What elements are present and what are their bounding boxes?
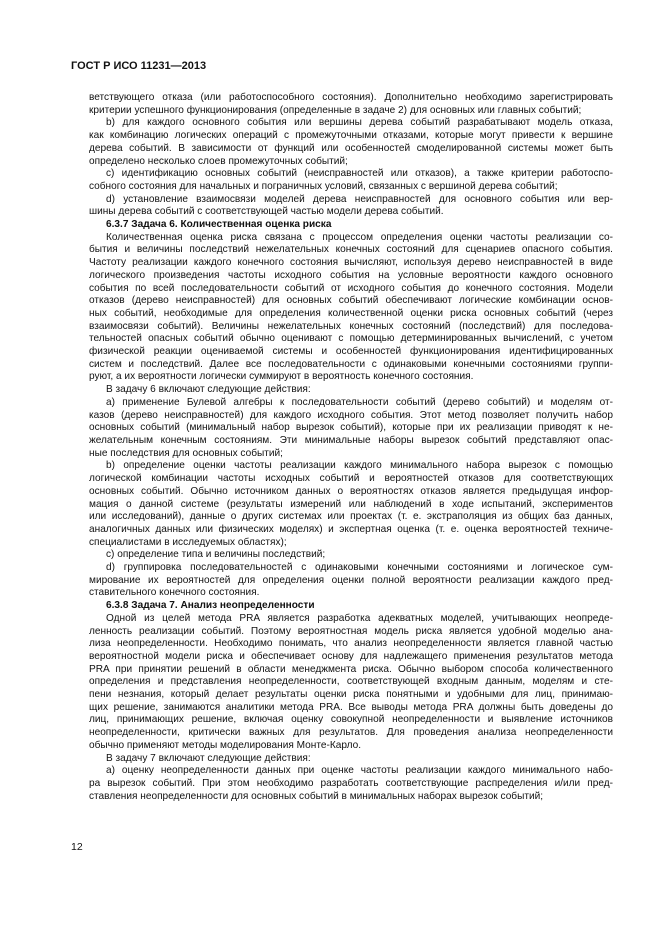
text-line: лиза неопределенности. Необходимо понимать, что анализ неопределенности является главной частью	[89, 638, 613, 650]
text-line: ставительного конечного состояния.	[89, 587, 260, 599]
text-line: a) оценку неопределенности данных при оценке частоты реализации каждого минимального набо-	[106, 765, 613, 777]
text-line: лиц, принимающих решение, включая оценку совокупной неопределенности и выявление источников	[89, 714, 613, 726]
text-line: взаимосвязи событий). Величины нежелательных конечных состояний (последствий) для последова-	[89, 320, 613, 332]
text-line: В задачу 7 включают следующие действия:	[106, 752, 311, 764]
text-line: логического произведения частоты исходного события на условные вероятности каждого основного	[89, 269, 613, 281]
text-line: аналогичных данных или физических моделях) и экспертная оценка (т. е. оценка вероятностей техниче-	[89, 523, 613, 535]
text-line: c) идентификацию основных событий (неисправностей или отказов), а также критерии работоспо-	[106, 168, 613, 180]
text-line: пени незнания, который делает результаты оценки риска понятными и удобными для лиц, принимаю-	[89, 689, 613, 701]
text-line: b) определение оценки частоты реализации каждого минимального набора вырезок с помощью	[106, 460, 613, 472]
text-line: отказов (дерево неисправностей) для основных событий обеспечивают логические комбинации основ-	[89, 295, 613, 307]
page-number: 12	[71, 841, 83, 853]
text-line: a) применение Булевой алгебры к последовательности событий (дерево событий) и моделям от-	[106, 396, 613, 408]
text-line: физической реакции оцениваемой системы и особенностей функционирования идентифицированных	[89, 346, 613, 358]
text-line: ных событий, необходимые для определения количественной оценки риска основных событий (через	[89, 307, 613, 319]
text-line: d) группировка последовательностей с одинаковыми конечными состояниями и логическое сум-	[106, 562, 613, 574]
text-line: основных событий (минимальный набор вырезок событий), которые при их реализации приводят к не-	[89, 422, 613, 434]
text-line: ра вырезок событий. При этом необходимо разработать соответствующие распределения и/или пред-	[89, 777, 613, 789]
text-line: ставления неопределенности для основных событий в минимальных наборах вырезок событий;	[89, 790, 544, 802]
text-line: тельностей опасных событий обычно оценивают с помощью детерминированных вычислений, с учетом	[89, 333, 613, 345]
text-line: неопределенности, критически важных для результатов. Для проведения анализа неопределенности	[89, 727, 613, 739]
text-line: определения и представления неопределенности, соответствующей входным данным, моделям и сте-	[89, 676, 613, 688]
text-line: вероятностной модели риска и обеспечивает основу для надлежащего применения результатов метода	[89, 650, 613, 662]
text-line: c) определение типа и величины последствий;	[106, 549, 326, 561]
text-line: собного состояния для начальных и пограничных условий, связанных с вершиной дерева событий;	[89, 180, 558, 192]
text-line: ленность реализации событий. Поэтому вероятностная модель риска является удобной моделью ана-	[89, 625, 613, 637]
text-line: определено несколько слоев промежуточных событий;	[89, 155, 348, 167]
text-line: как комбинацию логических операций с промежуточными отказами, которые могут привести к вершине	[89, 130, 613, 142]
text-line: ветствующего отказа (или работоспособного состояния). Дополнительно необходимо зарегистрировать	[89, 92, 613, 103]
text-line: обычно применяют методы моделирования Монте-Карло.	[89, 739, 362, 751]
text-line: В задачу 6 включают следующие действия:	[106, 384, 311, 396]
text-line: события по всей последовательности событий от исходного события до конечного состояния. Модели	[89, 282, 613, 294]
section-heading: 6.3.8 Задача 7. Анализ неопределенности	[106, 600, 315, 612]
text-line: шины дерева событий с соответствующей частью модели дерева событий.	[89, 206, 444, 218]
text-line: мация о данной системе (результаты измерений или наблюдений в ходе испытаний, экспериментов	[89, 498, 613, 510]
text-line: Одной из целей метода PRA является разработка адекватных моделей, учитывающих неопреде-	[106, 612, 613, 624]
text-line: Количественная оценка риска связана с процессом определения оценки частоты реализации со-	[106, 231, 613, 243]
text-line: ные последствия для основных событий;	[89, 447, 283, 459]
text-line: щих решение, занимаются аналитики метода PRA. Все выводы метода PRA должны быть доведены до	[89, 701, 613, 713]
text-line: руют, а их вероятности логически суммируют в вероятность конечного состояния.	[89, 371, 474, 383]
text-line: основных событий. Обычно источником данных о вероятностях отказов является предыдущая инфор-	[89, 485, 613, 497]
text-line: d) установление взаимосвязи моделей дерева неисправностей для основного события или вер-	[106, 193, 613, 205]
text-line: мирование их вероятностей для определения оценки полной вероятности реализации каждого пред-	[89, 574, 613, 586]
text-line: критерии успешного функционирования (определенные в задаче 2) для основных или главных событий;	[89, 104, 582, 116]
text-line: специалистами в исследуемых областях);	[89, 536, 287, 548]
text-line: дерева событий. В зависимости от функций или особенностей смоделированной системы может быть	[89, 142, 613, 154]
text-line: казов (дерево неисправностей) для каждого исходного события. Этот метод позволяет получить набор	[89, 409, 613, 421]
text-line: b) для каждого основного события или вершины дерева событий разрабатывают модель отказа,	[106, 117, 613, 129]
text-line: Частоту реализации каждого конечного состояния вычисляют, используя дерево неисправностей в виде	[89, 257, 613, 269]
text-line: или исследований), данные о других системах или проектах (т. е. экстраполяция из общих баз данных,	[89, 511, 613, 523]
text-line: PRA при принятии решений в области менеджмента риска. Обычно выбором способа количественного	[89, 663, 613, 675]
document-header: ГОСТ Р ИСО 11231—2013	[71, 60, 207, 72]
body-text	[89, 92, 613, 803]
text-line: желательным конечным состояниям. Эти минимальные наборы вырезок событий представляют опас-	[89, 434, 613, 446]
section-heading: 6.3.7 Задача 6. Количественная оценка риска	[106, 219, 332, 231]
text-line: логической комбинации частоты исходных событий и вероятностей отказов для соответствующих	[89, 473, 613, 485]
text-line: бытия и величины последствий нежелательных конечных состояний для сценариев опасного события.	[89, 244, 613, 256]
text-line: систем и последствий. Далее все последовательности с одинаковыми конечными состояниями группи-	[89, 358, 613, 370]
